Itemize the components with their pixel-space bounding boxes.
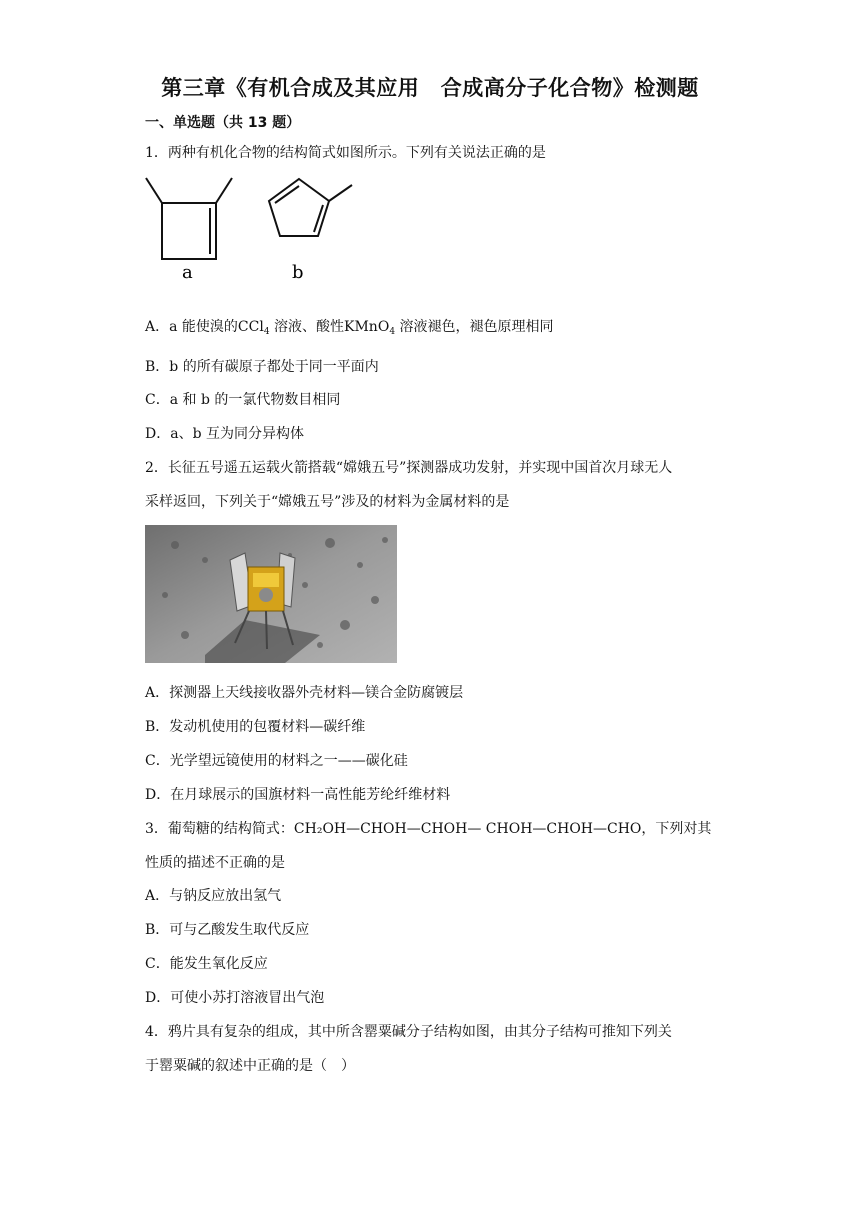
section-heading: 一、单选题（共 13 题）: [145, 115, 301, 131]
q1-option-c: C．a 和 b 的一氯代物数目相同: [145, 392, 341, 408]
q2-option-d: D．在月球展示的国旗材料一高性能芳纶纤维材料: [145, 787, 451, 803]
question-2-stem-line2: 采样返回，下列关于“嫦娥五号”涉及的材料为金属材料的是: [145, 494, 510, 510]
question-3-stem-line1: 3．葡萄糖的结构简式：CH₂OH—CHOH—CHOH— CHOH—CHOH—CHO，下列对其: [145, 821, 712, 837]
q2-option-b: B．发动机使用的包覆材料—碳纤维: [145, 719, 366, 735]
q3-option-d: D．可使小苏打溶液冒出气泡: [145, 990, 325, 1006]
q1-option-a: A．a 能使溴的CCl$_4$ 溶液、酸性KMnO$_4$ 溶液褪色，褪色原理相同: [145, 319, 554, 337]
q1-option-d: D．a、b 互为同分异构体: [145, 426, 304, 442]
molecule-a: [146, 178, 232, 259]
molecule-b: [269, 179, 352, 236]
q3-option-c: C．能发生氧化反应: [145, 956, 268, 972]
q2-option-c: C．光学望远镜使用的材料之一——碳化硅: [145, 753, 408, 769]
question-2-stem-line1: 2．长征五号遥五运载火箭搭载“嫦娥五号”探测器成功发射，并实现中国首次月球无人: [145, 460, 673, 476]
molecule-b-label: b: [292, 262, 304, 283]
question-3-stem-line2: 性质的描述不正确的是: [145, 855, 285, 871]
q3-option-b: B．可与乙酸发生取代反应: [145, 922, 310, 938]
molecule-a-label: a: [182, 262, 193, 283]
structure-figure: [140, 172, 380, 284]
q2-option-a: A．探测器上天线接收器外壳材料—镁合金防腐镀层: [145, 685, 464, 701]
page-title: 第三章《有机合成及其应用 合成高分子化合物》检测题: [161, 76, 699, 100]
question-4-stem-line1: 4．鸦片具有复杂的组成，其中所含罂粟碱分子结构如图，由其分子结构可推知下列关: [145, 1024, 672, 1040]
question-1-stem: 1．两种有机化合物的结构简式如图所示。下列有关说法正确的是: [145, 145, 546, 161]
lunar-lander-photo: [145, 525, 397, 663]
q1-option-b: B．b 的所有碳原子都处于同一平面内: [145, 359, 379, 375]
q3-option-a: A．与钠反应放出氢气: [145, 888, 282, 904]
question-4-stem-line2: 于罂粟碱的叙述中正确的是（ ）: [145, 1058, 355, 1074]
